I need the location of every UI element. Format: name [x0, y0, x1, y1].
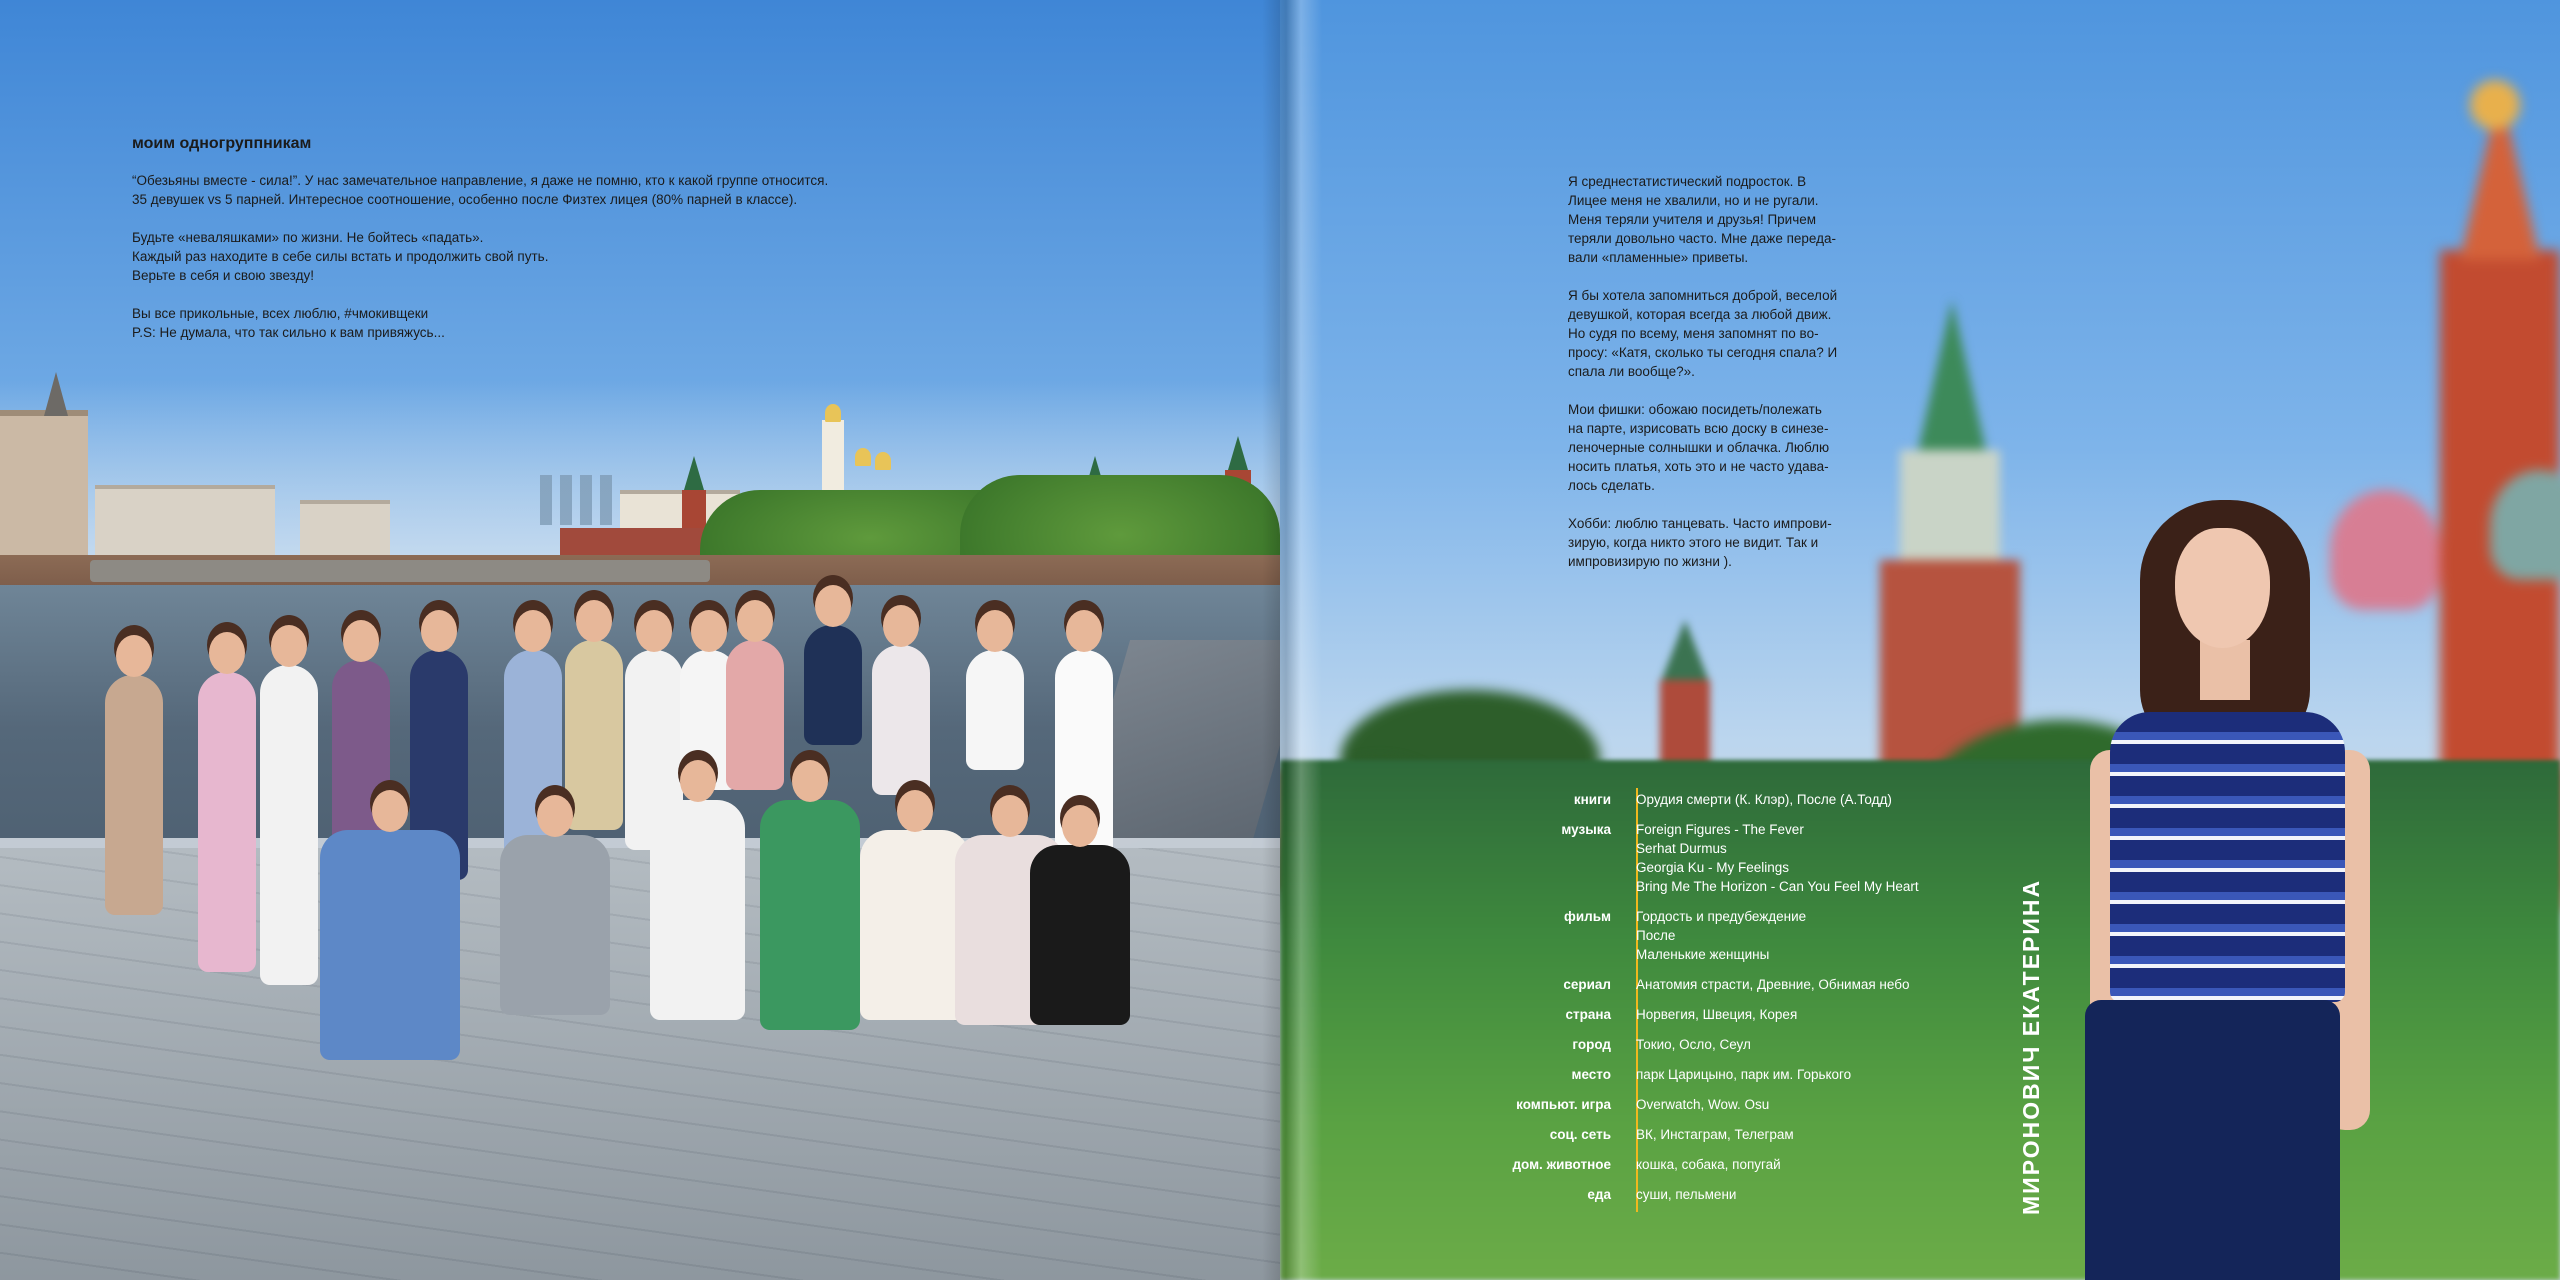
text-line: Хобби: люблю танцевать. Часто импрови- [1568, 516, 1832, 531]
fact-value-line: парк Царицыно, парк им. Горького [1636, 1067, 1852, 1082]
fact-key: соц. сеть [1549, 1127, 1611, 1142]
text-line: P.S: Не думала, что так сильно к вам привяжусь... [132, 325, 445, 340]
text-line: импровизирую по жизни ). [1568, 554, 1732, 569]
fact-row [1470, 820, 1919, 896]
fact-key: еда [1587, 1187, 1611, 1202]
text-line: 35 девушек vs 5 парней. Интересное соотношение, особенно после Физтех лицея (80% парней в классе). [132, 192, 798, 207]
fact-row [1470, 1125, 1919, 1144]
student [500, 835, 610, 1015]
portrait-photo [2080, 500, 2410, 1280]
tower-spire [1660, 620, 1710, 684]
paragraph [132, 304, 952, 342]
golden-dome [855, 448, 871, 466]
text-line: “Обезьяны вместе - сила!”. У нас замечательное направление, я даже не помню, кто к какой группе относится. [132, 173, 829, 188]
student [260, 665, 318, 985]
fact-value-line: ВК, Инстаграм, Телеграм [1636, 1127, 1794, 1142]
text-line: Я бы хотела запомниться доброй, веселой [1568, 288, 1838, 303]
text-line: леночерные солнышки и облачка. Люблю [1568, 440, 1830, 455]
fact-value-line: кошка, собака, попугай [1636, 1157, 1781, 1172]
striped-top [2110, 712, 2345, 1002]
student [320, 830, 460, 1060]
bridge [90, 560, 710, 582]
fact-value-line: Serhat Durmus [1636, 841, 1727, 856]
page-fold [1262, 0, 1322, 1280]
text-line: Я среднестатистический подросток. В [1568, 174, 1807, 189]
fact-key: сериал [1563, 977, 1611, 992]
student [650, 800, 745, 1020]
fact-value [1622, 907, 1806, 964]
page-heading: моим одногруппникам [132, 135, 312, 152]
paragraph [1568, 286, 1898, 381]
navy-pants [2085, 1000, 2340, 1280]
text-line: носить платья, хоть это и не часто удава- [1568, 459, 1829, 474]
paragraph [1568, 514, 1898, 571]
fact-row [1470, 1035, 1919, 1054]
student [860, 830, 970, 1020]
fact-value-line: Токио, Осло, Сеул [1636, 1037, 1751, 1052]
fact-key: дом. животное [1512, 1157, 1611, 1172]
fact-value [1622, 790, 1892, 809]
text-line: девушкой, которая всегда за любой движ. [1568, 307, 1832, 322]
neck [2200, 640, 2250, 700]
fact-value-line: Маленькие женщины [1636, 947, 1770, 962]
fact-value [1622, 975, 1910, 994]
fact-key: музыка [1561, 822, 1611, 837]
tower-spire [1916, 300, 1988, 460]
fact-key: город [1572, 1037, 1611, 1052]
fact-key: фильм [1564, 909, 1611, 924]
golden-dome [825, 404, 841, 422]
fact-value-line: После [1636, 928, 1676, 943]
fact-value [1622, 1065, 1851, 1084]
fact-value-line: Georgia Ku - My Feelings [1636, 860, 1790, 875]
fact-key: компьют. игра [1516, 1097, 1611, 1112]
fact-row [1470, 975, 1919, 994]
text-line: Лицее меня не хвалили, но и не ругали. [1568, 193, 1819, 208]
text-line: теряли довольно часто. Мне даже переда- [1568, 231, 1837, 246]
student [1030, 845, 1130, 1025]
fact-value [1622, 1005, 1797, 1024]
fact-row [1470, 907, 1919, 964]
student [760, 800, 860, 1030]
fact-row [1470, 1005, 1919, 1024]
text-line: на парте, изрисовать всю доску в синезе- [1568, 421, 1829, 436]
left-text-block [132, 134, 952, 361]
building [95, 485, 275, 555]
paragraph [132, 171, 952, 209]
text-line: Будьте «неваляшками» по жизни. Не бойтесь «падать». [132, 230, 484, 245]
text-line: зирую, когда никто этого не видит. Так и [1568, 535, 1819, 550]
fact-value-line: Норвегия, Швеция, Корея [1636, 1007, 1798, 1022]
fact-key: книги [1573, 792, 1611, 807]
student [872, 645, 930, 795]
building [300, 500, 390, 555]
fact-key: место [1571, 1067, 1611, 1082]
fact-value [1622, 1035, 1751, 1054]
student [565, 640, 623, 830]
fact-value-line: Overwatch, Wow. Osu [1636, 1097, 1770, 1112]
golden-dome [2470, 80, 2520, 130]
fact-value-line: Гордость и предубеждение [1636, 909, 1807, 924]
golden-dome [875, 452, 891, 470]
text-line: Мои фишки: обожаю посидеть/полежать [1568, 402, 1822, 417]
paragraph [1568, 400, 1898, 495]
tower-middle [1900, 450, 2000, 570]
fact-row [1470, 1065, 1919, 1084]
city-skyscrapers [540, 475, 620, 525]
fact-value [1622, 820, 1919, 896]
student [726, 640, 784, 790]
paragraph [132, 228, 952, 285]
fact-value-line: Анатомия страсти, Древние, Обнимая небо [1636, 977, 1910, 992]
facts-table [1470, 790, 1919, 1204]
fact-value-line: суши, пельмени [1636, 1187, 1737, 1202]
text-line: спала ли вообще?». [1568, 364, 1695, 379]
text-line: вали «пламенные» приветы. [1568, 250, 1749, 265]
fact-row [1470, 1185, 1919, 1204]
student [198, 672, 256, 972]
student [966, 650, 1024, 770]
fact-key: страна [1565, 1007, 1611, 1022]
fact-row [1470, 1155, 1919, 1174]
bell-tower [822, 420, 844, 500]
text-line: Но судя по всему, меня запомнят по во- [1568, 326, 1819, 341]
fact-value [1622, 1095, 1769, 1114]
paragraph [1568, 172, 1898, 267]
fact-value [1622, 1125, 1794, 1144]
fact-value-line: Foreign Figures - The Fever [1636, 822, 1804, 837]
text-line: Меня теряли учителя и друзья! Причем [1568, 212, 1817, 227]
text-line: лось сделать. [1568, 478, 1655, 493]
fact-row [1470, 790, 1919, 809]
student [105, 675, 163, 915]
text-line: Верьте в себя и свою звезду! [132, 268, 314, 283]
text-line: Вы все прикольные, всех люблю, #чмокивщеки [132, 306, 429, 321]
left-spire [44, 372, 68, 416]
fact-row [1470, 1095, 1919, 1114]
fact-value-line: Орудия смерти (К. Клэр), После (А.Тодд) [1636, 792, 1892, 807]
student-name: МИРОНОВИЧ ЕКАТЕРИНА [2018, 878, 2044, 1215]
text-line: просу: «Катя, сколько ты сегодня спала? И [1568, 345, 1838, 360]
student [804, 625, 862, 745]
fact-value [1622, 1155, 1781, 1174]
fact-value [1622, 1185, 1736, 1204]
fact-value-line: Bring Me The Horizon - Can You Feel My Heart [1636, 879, 1919, 894]
face [2175, 528, 2270, 648]
text-line: Каждый раз находите в себе силы встать и продолжить свой путь. [132, 249, 549, 264]
intro-text-block [1568, 172, 1898, 590]
